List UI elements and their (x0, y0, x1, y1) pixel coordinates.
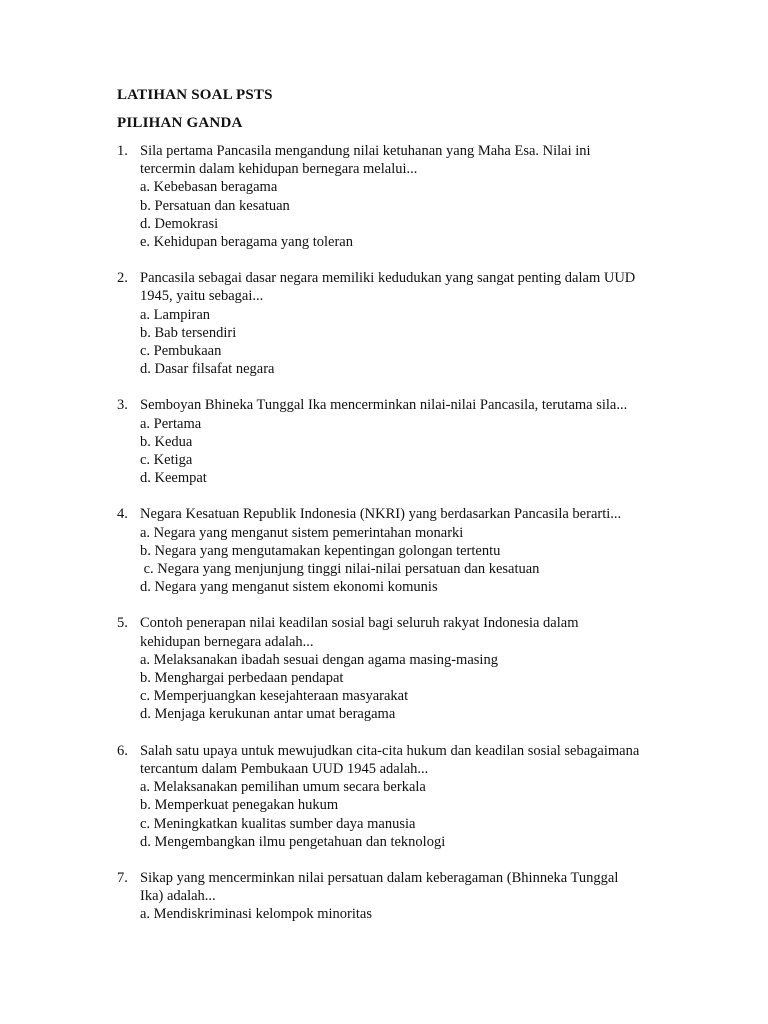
answer-option: c. Pembukaan (140, 343, 222, 360)
question-number: 6. (117, 742, 128, 759)
question-text-line: Contoh penerapan nilai keadilan sosial bagi seluruh rakyat Indonesia dalam (140, 615, 579, 632)
question-text-line: 1945, yaitu sebagai... (140, 288, 264, 305)
question-text-line: Sikap yang mencerminkan nilai persatuan dalam keberagaman (Bhinneka Tunggal (140, 869, 619, 886)
answer-option: c. Negara yang menjunjung tinggi nilai-nilai persatuan dan kesatuan (140, 561, 540, 578)
answer-option: d. Menjaga kerukunan antar umat beragama (140, 706, 396, 723)
answer-option: c. Meningkatkan kualitas sumber daya manusia (140, 815, 416, 832)
question-list (117, 142, 697, 942)
answer-option: b. Negara yang mengutamakan kepentingan golongan tertentu (140, 542, 501, 559)
question-number: 5. (117, 615, 128, 632)
answer-option: b. Kedua (140, 433, 193, 450)
answer-option: b. Persatuan dan kesatuan (140, 197, 290, 214)
answer-option: c. Ketiga (140, 452, 193, 469)
answer-option: b. Menghargai perbedaan pendapat (140, 670, 344, 687)
question-number: 1. (117, 143, 128, 159)
question-body (140, 505, 697, 596)
answer-option: a. Pertama (140, 415, 202, 432)
question-body (140, 614, 697, 723)
answer-option: b. Bab tersendiri (140, 324, 237, 341)
section-title: PILIHAN GANDA (117, 115, 243, 131)
question-item (117, 614, 697, 723)
answer-option: a. Melaksanakan ibadah sesuai dengan agama masing-masing (140, 651, 498, 668)
answer-option: a. Lampiran (140, 306, 211, 323)
question-body (140, 396, 697, 487)
question-item (117, 505, 697, 596)
question-text-line: Sila pertama Pancasila mengandung nilai ketuhanan yang Maha Esa. Nilai ini (140, 143, 591, 159)
question-body (140, 869, 697, 924)
question-text-line: tercantum dalam Pembukaan UUD 1945 adalah... (140, 760, 429, 777)
question-text-line: Ika) adalah... (140, 888, 216, 905)
question-number: 2. (117, 270, 128, 287)
question-item (117, 742, 697, 851)
question-item (117, 396, 697, 487)
answer-option: d. Mengembangkan ilmu pengetahuan dan teknologi (140, 833, 446, 850)
question-text-line: tercermin dalam kehidupan bernegara melalui... (140, 161, 418, 178)
answer-option: d. Keempat (140, 470, 207, 487)
answer-option: d. Demokrasi (140, 215, 219, 232)
question-item (117, 269, 697, 378)
question-body (140, 742, 697, 851)
question-text-line: Negara Kesatuan Republik Indonesia (NKRI) yang berdasarkan Pancasila berarti... (140, 506, 622, 523)
answer-option: a. Melaksanakan pemilihan umum secara berkala (140, 779, 426, 796)
question-item (117, 869, 697, 924)
question-text-line: Pancasila sebagai dasar negara memiliki kedudukan yang sangat penting dalam UUD (140, 270, 636, 287)
question-body (140, 269, 697, 378)
answer-option: d. Negara yang menganut sistem ekonomi komunis (140, 579, 438, 596)
answer-option: a. Mendiskriminasi kelompok minoritas (140, 906, 372, 923)
question-number: 4. (117, 506, 128, 523)
document-title: LATIHAN SOAL PSTS (117, 87, 273, 103)
question-text-line: Semboyan Bhineka Tunggal Ika mencerminkan nilai-nilai Pancasila, terutama sila... (140, 397, 628, 414)
question-number: 7. (117, 869, 128, 886)
answer-option: a. Negara yang menganut sistem pemerintahan monarki (140, 524, 464, 541)
answer-option: e. Kehidupan beragama yang toleran (140, 234, 353, 251)
question-number: 3. (117, 397, 128, 414)
answer-option: a. Kebebasan beragama (140, 179, 278, 196)
answer-option: d. Dasar filsafat negara (140, 361, 275, 378)
question-text-line: kehidupan bernegara adalah... (140, 633, 314, 650)
question-text-line: Salah satu upaya untuk mewujudkan cita-cita hukum dan keadilan sosial sebagaimana (140, 742, 640, 759)
question-body (140, 142, 697, 251)
question-item (117, 142, 697, 251)
answer-option: b. Memperkuat penegakan hukum (140, 797, 339, 814)
answer-option: c. Memperjuangkan kesejahteraan masyarakat (140, 688, 409, 705)
